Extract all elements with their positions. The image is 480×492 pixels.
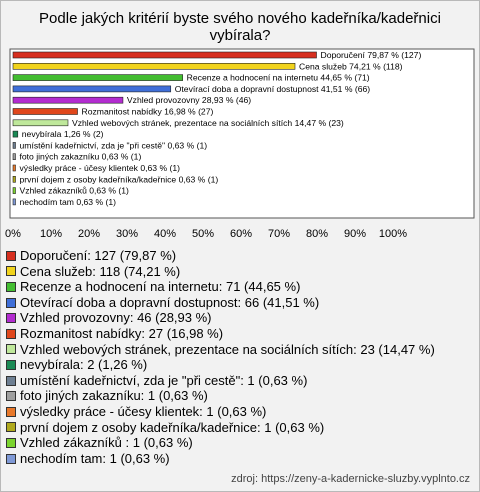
legend-label: výsledky práce - účesy klientek: 1 (0,63 %): [20, 403, 267, 419]
bar-label-2: Cena služeb 74,21 % (118): [298, 61, 403, 72]
legend-item: [6, 388, 435, 404]
legend-swatch: [6, 282, 16, 292]
x-tick-label: 90%: [343, 228, 367, 240]
legend-item: [6, 326, 435, 342]
legend-swatch: [6, 391, 16, 401]
bar-label-8: nevybírala 1,26 % (2): [21, 129, 104, 140]
legend-swatch: [6, 298, 16, 308]
legend-swatch: [6, 329, 16, 339]
bar-10: [13, 154, 16, 160]
legend-swatch: [6, 438, 16, 448]
legend-item: [6, 435, 435, 451]
legend-label: Vzhled provozovny: 46 (28,93 %): [20, 310, 212, 326]
legend-label: Doporučení: 127 (79,87 %): [20, 248, 177, 263]
legend-item: [6, 264, 435, 280]
chart-title: Podle jakých kritérií byste svého nového kadeřníka/kadeřnici vybírala?: [39, 10, 441, 44]
legend-item: [6, 373, 435, 389]
x-tick-label: 50%: [191, 228, 215, 240]
bar-13: [13, 188, 16, 194]
x-tick-label: 70%: [267, 228, 291, 240]
bar-12: [13, 176, 16, 182]
bar-5: [13, 97, 123, 103]
bar-label-3: Recenze a hodnocení na internetu 44,65 % (71): [186, 72, 370, 83]
legend-swatch: [6, 376, 16, 386]
bar-label-9: umístění kadeřnictví, zda je "při cestě" 0,63 % (1): [19, 140, 208, 151]
legend-item: [6, 404, 435, 420]
legend-item: [6, 451, 435, 467]
bar-14: [13, 199, 16, 205]
legend-item: [6, 310, 435, 326]
bar-8: [13, 131, 18, 137]
legend-swatch: [6, 422, 16, 432]
x-tick-label: 30%: [115, 228, 139, 240]
bar-label-5: Vzhled provozovny 28,93 % (46): [126, 95, 252, 106]
bar-label-1: Doporučení 79,87 % (127): [320, 50, 422, 60]
legend-item: [6, 420, 435, 436]
bar-label-6: Rozmanitost nabídky 16,98 % (27): [81, 106, 214, 117]
legend-item: [6, 342, 435, 358]
legend-swatch: [6, 454, 16, 464]
legend-item: [6, 295, 435, 311]
bar-label-13: Vzhled zákazníků 0,63 % (1): [19, 185, 129, 196]
x-tick-label: 20%: [77, 228, 101, 240]
legend-label: Cena služeb: 118 (74,21 %): [20, 263, 181, 279]
legend-label: umístění kadeřnictví, zda je "při cestě": 1 (0,63 %): [20, 372, 308, 388]
bar-label-14: nechodím tam 0,63 % (1): [19, 196, 116, 207]
legend-label: nechodím tam: 1 (0,63 %): [20, 450, 170, 466]
legend-label: Vzhled webových stránek, prezentace na sociálních sítích: 23 (14,47 %): [20, 341, 435, 357]
x-tick-label: 0%: [5, 228, 21, 240]
legend-label: foto jiných zakazníku: 1 (0,63 %): [20, 388, 208, 404]
bar-3: [13, 75, 183, 81]
source-note: zdroj: https://zeny-a-kadernicke-sluzby.vyplnto.cz: [231, 473, 470, 485]
bar-11: [13, 165, 16, 171]
bar-label-7: Vzhled webových stránek, prezentace na sociálních sítích 14,47 % (23): [71, 117, 344, 128]
bar-2: [13, 63, 295, 69]
bar-1: [13, 52, 317, 58]
legend-label: Vzhled zákazníků : 1 (0,63 %): [20, 435, 193, 451]
x-tick-label: 60%: [229, 228, 253, 240]
legend-label: Otevírací doba a dopravní dostupnost: 66 (41,51 %): [20, 294, 320, 310]
x-tick-label: 40%: [153, 228, 177, 240]
bar-7: [13, 120, 68, 126]
bar-label-11: výsledky práce - účesy klientek 0,63 % (1): [19, 163, 180, 173]
legend-swatch: [6, 407, 16, 417]
legend-swatch: [6, 251, 16, 261]
x-tick-label: 80%: [305, 228, 329, 240]
legend-swatch: [6, 360, 16, 370]
legend-item: [6, 248, 435, 264]
bar-label-4: Otevírací doba a dopravní dostupnost 41,51 % (66): [174, 83, 371, 94]
x-tick-label: 100%: [378, 228, 408, 240]
legend-label: první dojem z osoby kadeřníka/kadeřnice: 1 (0,63 %): [20, 419, 325, 435]
bar-label-10: foto jiných zakazníku 0,63 % (1): [19, 151, 142, 162]
x-tick-label: 10%: [39, 228, 63, 240]
legend-label: Recenze a hodnocení na internetu: 71 (44,65 %): [20, 279, 301, 295]
bar-4: [13, 86, 171, 92]
legend-label: nevybírala: 2 (1,26 %): [20, 357, 148, 373]
legend-item: [6, 357, 435, 373]
bar-9: [13, 142, 16, 148]
bar-label-12: první dojem z osoby kadeřníka/kadeřnice 0,63 % (1): [19, 174, 219, 185]
legend-swatch: [6, 266, 16, 276]
legend-swatch: [6, 344, 16, 354]
legend-label: Rozmanitost nabídky: 27 (16,98 %): [20, 325, 224, 341]
legend-swatch: [6, 313, 16, 323]
bar-6: [13, 109, 78, 115]
legend: [6, 248, 435, 466]
legend-item: [6, 279, 435, 295]
